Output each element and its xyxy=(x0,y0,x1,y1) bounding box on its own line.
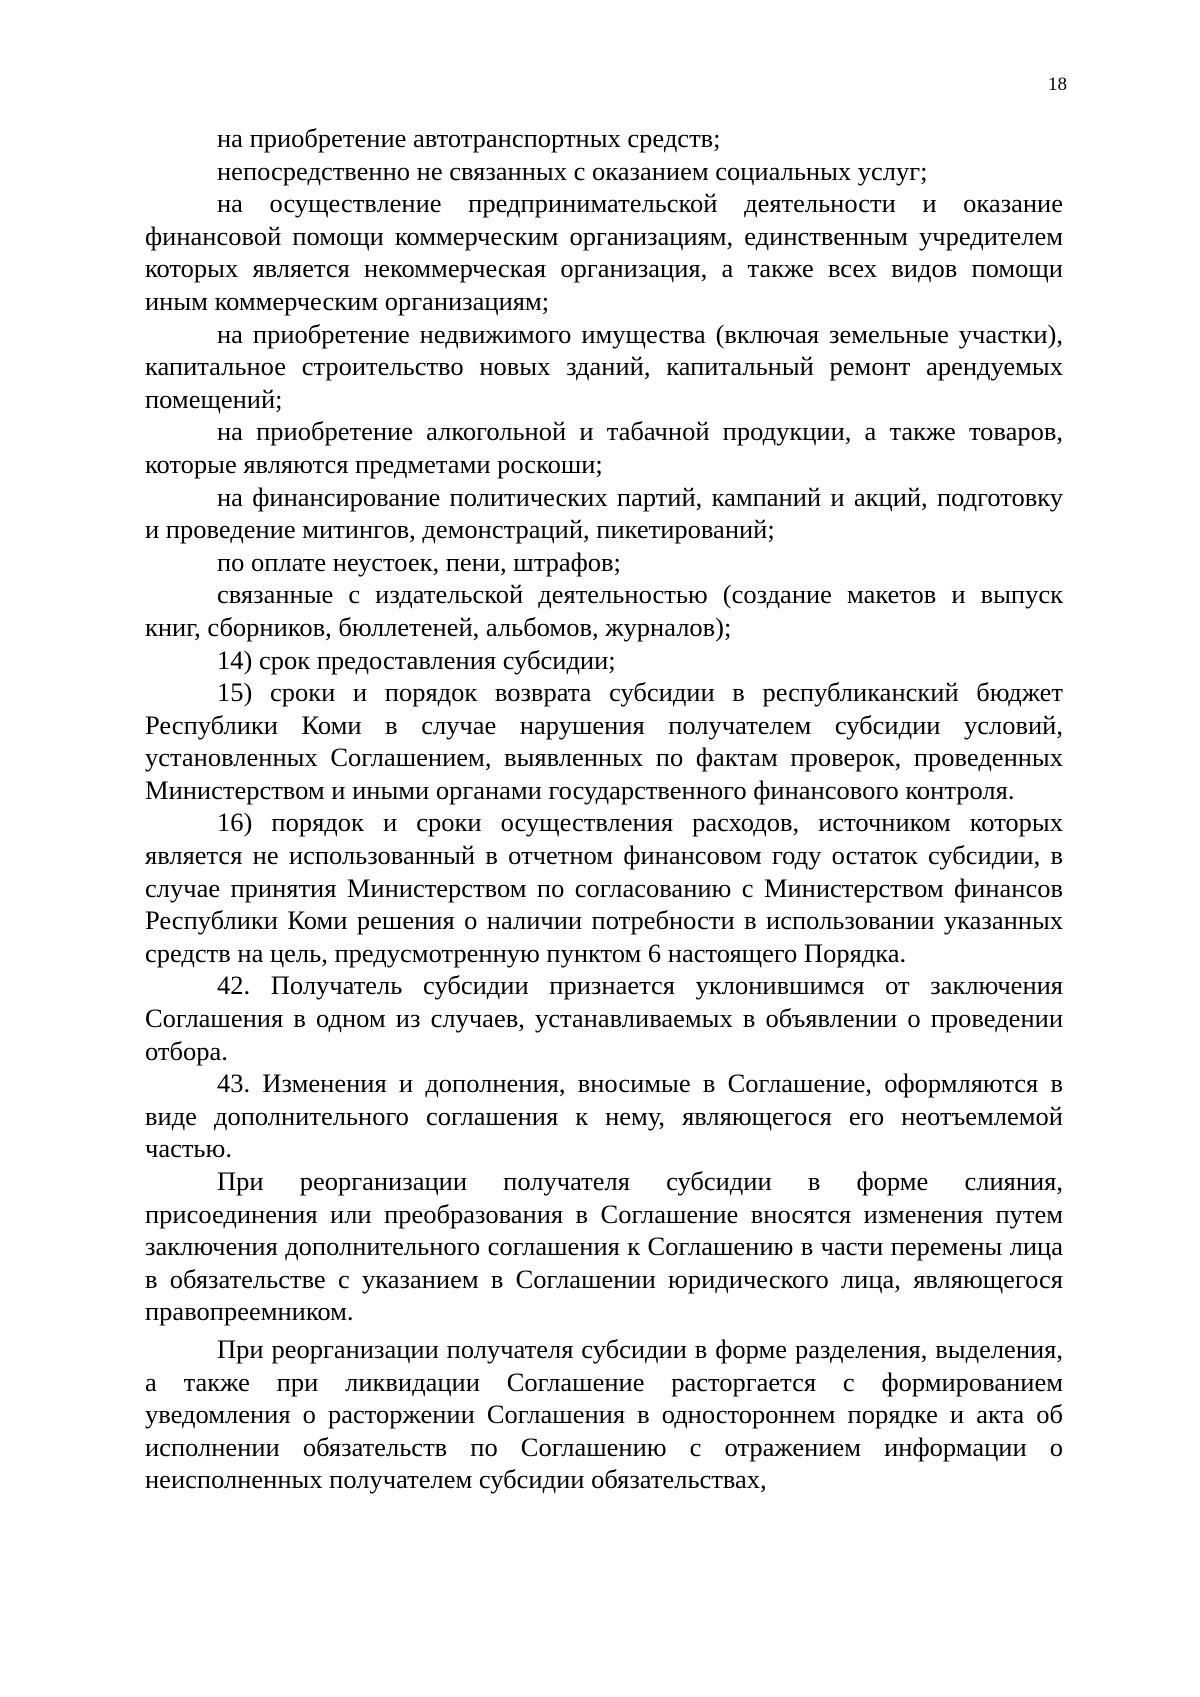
paragraph-item-14: 14) срок предоставления субсидии; xyxy=(217,644,616,675)
paragraph-item-15: 15) сроки и порядок возврата субсидии в республиканский бюджет Республики Коми в случае нарушения получателем субсидии условий, установленных Соглашением, выявленных по фактам проверок, проведенных Министерством и иными органами государственного финансового контроля. xyxy=(145,677,1063,805)
paragraph-political: на финансирование политических партий, кампаний и акций, подготовку и проведение митингов, демонстраций, пикетирований; xyxy=(145,481,1063,545)
paragraph-penalties: по оплате неустоек, пени, штрафов; xyxy=(217,546,621,577)
paragraph-entrepreneurship: на осуществление предпринимательской деятельности и оказание финансовой помощи коммерческим организациям, единственным учредителем которых является некоммерческая организация, а также всех видов помощи иным коммерческим организациям; xyxy=(145,188,1063,316)
paragraph-not-social-services: непосредственно не связанных с оказанием социальных услуг; xyxy=(217,155,928,186)
paragraph-real-estate: на приобретение недвижимого имущества (включая земельные участки), капитальное строительство новых зданий, капитальный ремонт арендуемых помещений; xyxy=(145,318,1063,414)
paragraph-clause-42: 42. Получатель субсидии признается уклонившимся от заключения Соглашения в одном из случаев, устанавливаемых в объявлении о проведении отбора. xyxy=(145,970,1063,1066)
paragraph-item-16: 16) порядок и сроки осуществления расходов, источником которых является не использованный в отчетном финансовом году остаток субсидии, в случае принятия Министерством по согласованию с Министерством финансов Республики Коми решения о наличии потребности в использовании указанных средств на цель, предусмотренную пунктом 6 настоящего Порядка. xyxy=(145,807,1063,968)
document-body xyxy=(145,122,1063,1496)
paragraph-alcohol-tobacco: на приобретение алкогольной и табачной продукции, а также товаров, которые являются предметами роскоши; xyxy=(145,416,1063,479)
paragraph-vehicles: на приобретение автотранспортных средств; xyxy=(217,123,721,153)
paragraph-clause-43: 43. Изменения и дополнения, вносимые в Соглашение, оформляются в виде дополнительного соглашения к нему, являющегося его неотъемлемой частью. xyxy=(145,1068,1063,1164)
page-number: 18 xyxy=(1048,74,1067,95)
paragraph-reorganization-merger: При реорганизации получателя субсидии в форме слияния, присоединения или преобразования в Соглашение вносятся изменения путем заключения дополнительного соглашения к Соглашению в части перемены лица в обязательстве с указанием в Соглашении юридического лица, являющегося правопреемником. xyxy=(145,1166,1063,1327)
paragraph-reorganization-division: При реорганизации получателя субсидии в форме разделения, выделения, а также при ликвидации Соглашение расторгается с формированием уведомления о расторжении Соглашения в одностороннем порядке и акта об исполнении обязательств по Соглашению с отражением информации о неисполненных получателем субсидии обязательствах, xyxy=(145,1333,1063,1495)
paragraph-publishing: связанные с издательской деятельностью (создание макетов и выпуск книг, сборников, бюллетеней, альбомов, журналов); xyxy=(145,579,1063,642)
